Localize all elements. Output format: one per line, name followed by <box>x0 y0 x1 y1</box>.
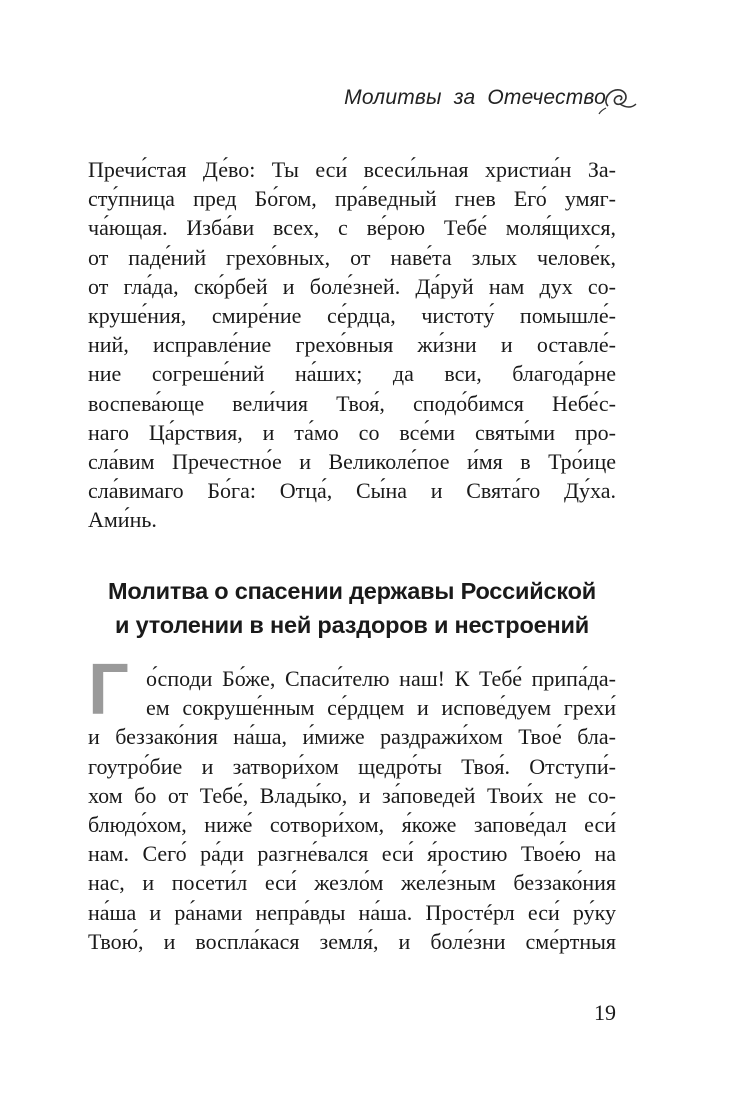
text-line: нас, и посети́л еси́ жезло́м желе́зным беззако́ния <box>88 870 616 896</box>
text-line: хом бо от Тебе́, Влады́ко, и за́поведей Твои́х не со- <box>88 782 616 808</box>
page-number: 19 <box>594 1000 616 1025</box>
text-line: ний, исправле́ние грехо́вныя жи́зни и оставле́- <box>88 332 616 358</box>
text-line: гоутро́бие и затвори́хом щедро́ты Твоя́. Отступи́- <box>88 753 616 779</box>
text-line: и беззако́ния на́ша, и́миже раздражи́хом Твое́ бла- <box>88 724 616 750</box>
text-line: ем сокруше́нным се́рдцем и испове́дуем грехи́ <box>146 695 616 721</box>
section-title <box>88 574 616 642</box>
text-line: воспева́юще вели́чия Твоя́, сподо́бимся Небе́с- <box>88 390 616 416</box>
text-line: Твою́, и воспла́кася земля́, и боле́зни сме́ртныя <box>88 928 616 954</box>
text-line: Пречи́стая Де́во: Ты еси́ всеси́льная христиа́н За- <box>88 157 616 182</box>
text-line: сту́пница пред Бо́гом, пра́ведный гнев Его́ умяг- <box>88 186 616 212</box>
flourish-icon <box>598 80 638 120</box>
section-title-line-1: Молитва о спасении державы Российской <box>107 578 597 604</box>
text-line: на́ша и ра́нами непра́вды на́ша. Простéрл еси́ ру́ку <box>88 899 616 925</box>
running-header: Молитвы за Отечество <box>344 86 606 109</box>
text-line: ние согреше́ний на́ших; да вси, благода́рне <box>88 361 616 387</box>
section-title-line-2: и утолении в ней раздоров и нестроений <box>115 612 589 638</box>
text-line: Ами́нь. <box>88 507 157 533</box>
text-line: нам. Сего́ ра́ди разгне́вался еси́ я́ростию Твое́ю на <box>88 841 616 867</box>
drop-cap: Г <box>88 650 129 730</box>
text-line: о́споди Бо́же, Спаси́телю наш! К Тебе́ припа́да- <box>146 666 616 691</box>
text-line: от паде́ний грехо́вных, от наве́та злых челове́к, <box>88 244 616 270</box>
text-line: сла́вим Пречестно́е и Великоле́пое и́мя в Тро́ице <box>88 449 616 475</box>
text-line: блюдо́хом, ниже́ сотвори́хом, я́коже запове́дал еси́ <box>88 812 616 838</box>
prayer-paragraph-1 <box>88 155 616 535</box>
text-line: ча́ющая. Изба́ви всех, с ве́рою Тебе́ моля́щихся, <box>88 215 616 241</box>
text-line: сла́вимаго Бо́га: Отца́, Сы́на и Свята́го Ду́ха. <box>88 478 616 504</box>
text-line: от гла́да, ско́рбей и боле́зней. Да́руй нам дух со- <box>88 273 616 299</box>
text-line: круше́ния, смире́ние се́рдца, чистоту́ помышле́- <box>88 303 616 329</box>
text-line: наго Ца́рствия, и та́мо со все́ми святы́ми про- <box>88 419 616 445</box>
prayer-paragraph-2 <box>88 664 616 956</box>
